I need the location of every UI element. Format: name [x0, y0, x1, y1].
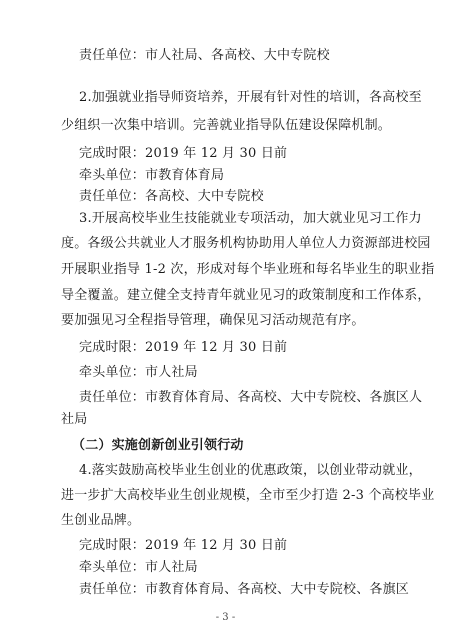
- item-4-line-1: 4.落实鼓励高校毕业生创业的优惠政策，以创业带动就业，: [79, 463, 422, 478]
- item-3-line-2: 度。各级公共就业人才服务机构协助用人单位人力资源部进校园: [61, 236, 431, 251]
- lead-unit-2: 牵头单位：市教育体育局: [79, 168, 225, 183]
- item-2-line-2: 少组织一次集中培训。完善就业指导队伍建设保障机制。: [61, 118, 392, 133]
- responsible-unit-2: 责任单位：各高校、大中专院校: [79, 189, 264, 204]
- section-heading: （二）实施创新创业引领行动: [72, 438, 244, 453]
- item-3-line-3: 开展职业指导 1-2 次，形成对每个毕业班和每名毕业生的职业指: [61, 262, 435, 277]
- deadline-2: 完成时限：2019 年 12 月 30 日前: [79, 146, 288, 161]
- deadline-3: 完成时限：2019 年 12 月 30 日前: [79, 340, 288, 355]
- lead-unit-4: 牵头单位：市人社局: [79, 560, 198, 575]
- responsible-unit-3-line-1: 责任单位：市教育体育局、各高校、大中专院校、各旗区人: [79, 390, 423, 405]
- responsible-unit-4: 责任单位：市教育体育局、各高校、大中专院校、各旗区: [79, 582, 410, 597]
- item-2-line-1: 2.加强就业指导师资培养，开展有针对性的培训，各高校至: [79, 90, 422, 105]
- deadline-4: 完成时限：2019 年 12 月 30 日前: [79, 538, 288, 553]
- responsible-unit-1: 责任单位：市人社局、各高校、大中专院校: [79, 48, 330, 63]
- item-3-line-1: 3.开展高校毕业生技能就业专项活动，加大就业见习工作力: [79, 211, 422, 226]
- item-3-line-4: 导全覆盖。建立健全支持青年就业见习的政策制度和工作体系，: [61, 288, 431, 303]
- page-number: - 3 -: [215, 612, 236, 623]
- item-3-line-5: 要加强见习全程指导管理，确保见习活动规范有序。: [61, 313, 365, 328]
- responsible-unit-3-line-2: 社局: [61, 412, 88, 427]
- item-4-line-2: 进一步扩大高校毕业生创业规模，全市至少打造 2-3 个高校毕业: [61, 488, 435, 503]
- lead-unit-3: 牵头单位：市人社局: [79, 365, 198, 380]
- item-4-line-3: 生创业品牌。: [61, 513, 141, 528]
